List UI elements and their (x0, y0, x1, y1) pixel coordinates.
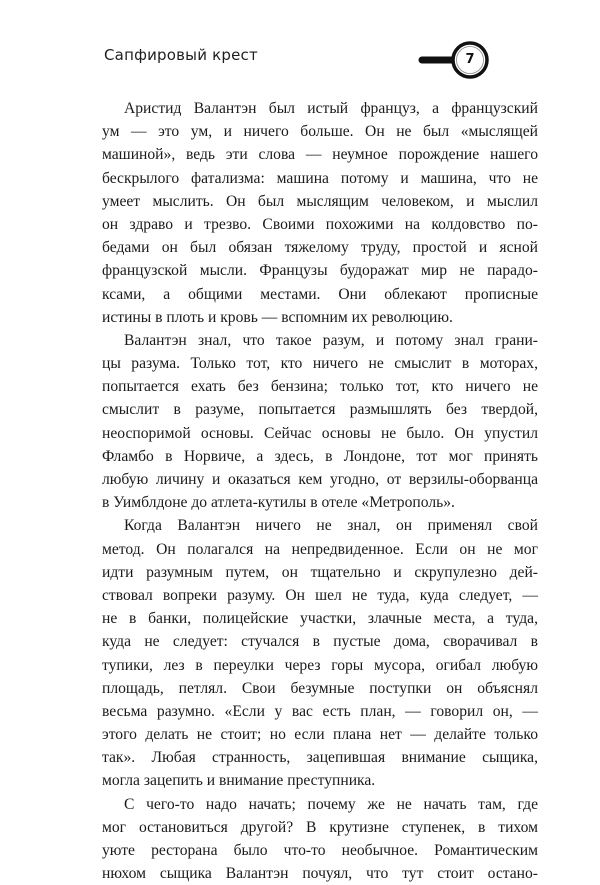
text-line: метод. Он полагался на непредвиденное. Если он не мог (102, 540, 538, 558)
text-line: тупики, лез в переулки через горы мусора, огибал любую (102, 656, 538, 674)
text-line: умеет мыслить. Он был мыслящим человеком, и мыслил (102, 192, 538, 210)
text-line: могла зацепить и внимание преступника. (102, 772, 376, 790)
text-line: ствовал вопреки разуму. Он шел не туда, куда следует, — (102, 586, 538, 604)
text-line: С чего-то надо начать; почему же не начать там, где (124, 795, 538, 813)
text-line: мог остановиться другой? В крутизне ступенек, в тихом (102, 818, 538, 836)
chapter-title: Сапфировый крест (104, 46, 258, 64)
body-text (102, 97, 538, 885)
text-line: неоспоримой основы. Сейчас основы не было. Он упустил (102, 424, 538, 442)
paragraph-1 (102, 97, 538, 329)
text-line: смыслит в разуме, попытается размышлять без твердой, (102, 401, 538, 419)
text-line: истины в плоть и кровь — вспомним их революцию. (102, 308, 453, 326)
text-line: этого делать не стоит; но если плана нет — делайте только (102, 726, 538, 744)
text-line: машиной», ведь эти слова — неумное порождение нашего (102, 146, 538, 164)
paragraph-3 (102, 514, 538, 792)
text-line: бескрылого фатализма: машина потому и машина, что не (102, 169, 538, 187)
text-line: Когда Валантэн ничего не знал, он применял свой (124, 517, 538, 535)
text-line: ум — это ум, и ничего больше. Он не был «мыслящей (102, 123, 538, 141)
running-head (0, 38, 600, 82)
text-line: нюхом сыщика Валантэн почуял, что тут стоит остано- (102, 865, 538, 883)
text-line: идти разумным путем, он тщательно и скрупулезно дей- (102, 563, 538, 581)
text-line: в Уимблдоне до атлета-кутилы в отеле «Метрополь». (102, 494, 455, 512)
page-number: 7 (465, 52, 475, 67)
text-line: любую личину и оказаться кем угодно, от верзилы-оборванца (102, 471, 538, 488)
text-line: так». Любая странность, зацепившая внимание сыщика, (102, 749, 538, 767)
text-line: французской мысли. Французы будоражат мир не парадо- (102, 262, 538, 280)
text-line: площадь, петлял. Свои безумные поступки он объяснял (102, 679, 538, 697)
text-line: Фламбо в Норвиче, а здесь, в Лондоне, тот мог принять (102, 447, 538, 465)
text-line: ксами, а общими местами. Они облекают прописные (102, 285, 538, 303)
text-line: весьма разумно. «Если у вас есть план, — говорил он, — (102, 702, 538, 720)
text-line: Валантэн знал, что такое разум, и потому знал грани- (124, 331, 538, 349)
text-line: цы разума. Только тот, кто ничего не смыслит в моторах, (102, 355, 538, 373)
text-line: уюте ресторана было что-то необычное. Романтическим (102, 842, 538, 859)
text-line: не в банки, полицейские участки, злачные места, а туда, (102, 610, 538, 628)
text-line: попытается ехать без бензина; только тот, кто ничего не (102, 378, 538, 396)
text-line: бедами он был обязан тяжелому труду, простой и ясной (102, 239, 538, 257)
text-line: Аристид Валантэн был истый француз, а французский (124, 100, 538, 117)
paragraph-4 (102, 793, 538, 885)
paragraph-2 (102, 329, 538, 515)
text-line: он здраво и трезво. Своими похожими на колдовство по- (102, 215, 538, 233)
text-line: куда не следует: стучался в пустые дома, сворачивал в (102, 633, 538, 651)
